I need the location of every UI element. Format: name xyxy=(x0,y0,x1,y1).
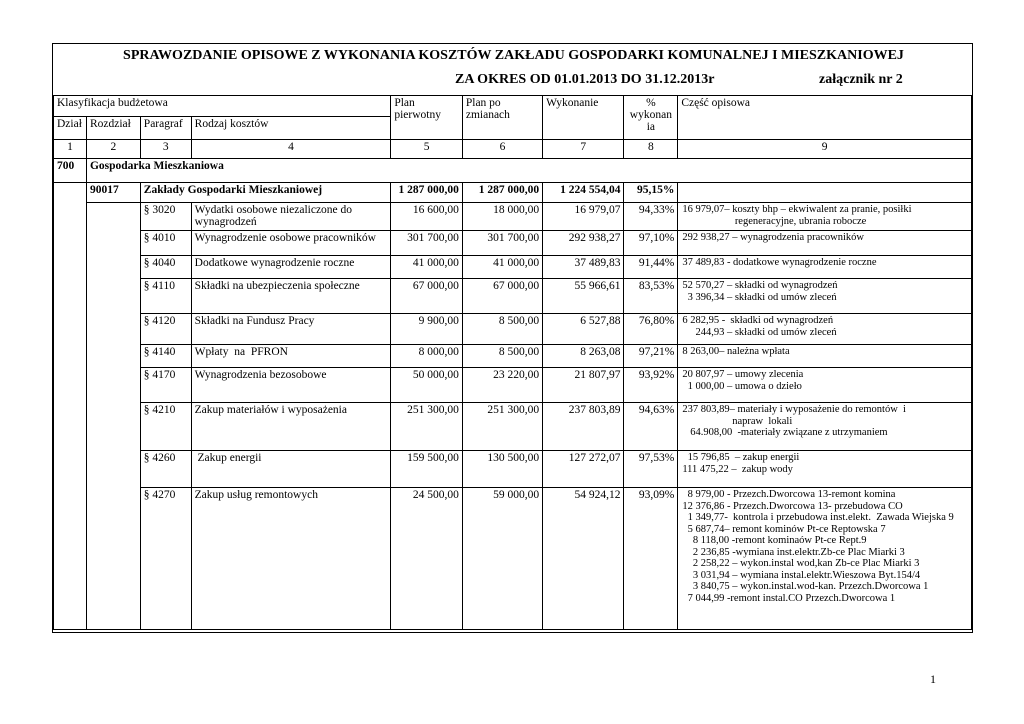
row-plan: 9 900,00 xyxy=(391,314,463,345)
row-rodzaj: Zakup usług remontowych xyxy=(191,488,391,630)
row-rodzaj: Zakup energii xyxy=(191,451,391,488)
table-row xyxy=(54,231,972,256)
row-wyk: 55 966,61 xyxy=(543,279,624,314)
row-rodzaj: Składki na Fundusz Pracy xyxy=(191,314,391,345)
row-rodzaj: Zakup materiałów i wyposażenia xyxy=(191,403,391,451)
dzial-header: Dział xyxy=(54,117,87,140)
row-plan: 251 300,00 xyxy=(391,403,463,451)
row-wyk: 54 924,12 xyxy=(543,488,624,630)
row-rodzaj: Składki na ubezpieczenia społeczne xyxy=(191,279,391,314)
row-plan: 159 500,00 xyxy=(391,451,463,488)
plan-po-zmianach-header: Plan po zmianach xyxy=(462,96,542,140)
row-rodzaj: Wydatki osobowe niezaliczone do wynagrodzeń xyxy=(191,203,391,231)
table-row xyxy=(54,368,972,403)
row-wyk: 237 803,89 xyxy=(543,403,624,451)
row-opis: 6 282,95 - składki od wynagrodzeń 244,93 – składki od umów zleceń xyxy=(678,314,972,345)
report-period: ZA OKRES OD 01.01.2013 DO 31.12.2013r xyxy=(455,72,715,87)
row-plan-zm: 301 700,00 xyxy=(462,231,542,256)
cost-table xyxy=(53,95,972,630)
rozdzial-header: Rozdział xyxy=(86,117,140,140)
section-dzial: 700 xyxy=(54,159,87,183)
subsection-plan: 1 287 000,00 xyxy=(391,183,463,203)
row-plan-zm: 59 000,00 xyxy=(462,488,542,630)
row-plan-zm: 67 000,00 xyxy=(462,279,542,314)
row-proc: 93,92% xyxy=(624,368,678,403)
row-opis: 37 489,83 - dodatkowe wynagrodzenie roczne xyxy=(678,256,972,279)
row-opis: 292 938,27 – wynagrodzenia pracowników xyxy=(678,231,972,256)
row-proc: 97,10% xyxy=(624,231,678,256)
row-wyk: 37 489,83 xyxy=(543,256,624,279)
row-paragraf: § 4110 xyxy=(140,279,191,314)
row-plan-zm: 251 300,00 xyxy=(462,403,542,451)
table-row xyxy=(54,314,972,345)
section-row xyxy=(54,159,972,183)
table-row xyxy=(54,345,972,368)
row-paragraf: § 4170 xyxy=(140,368,191,403)
row-plan: 8 000,00 xyxy=(391,345,463,368)
column-numbers-row xyxy=(54,140,972,159)
row-paragraf: § 4140 xyxy=(140,345,191,368)
row-wyk: 21 807,97 xyxy=(543,368,624,403)
subsection-proc: 95,15% xyxy=(624,183,678,203)
row-rodzaj: Wynagrodzenie osobowe pracowników xyxy=(191,231,391,256)
table-row xyxy=(54,403,972,451)
row-paragraf: § 4270 xyxy=(140,488,191,630)
row-plan-zm: 8 500,00 xyxy=(462,314,542,345)
row-plan-zm: 8 500,00 xyxy=(462,345,542,368)
row-plan: 301 700,00 xyxy=(391,231,463,256)
subsection-rozdzial: 90017 xyxy=(86,183,140,203)
subsection-plan-zm: 1 287 000,00 xyxy=(462,183,542,203)
row-paragraf: § 4260 xyxy=(140,451,191,488)
row-paragraf: § 4210 xyxy=(140,403,191,451)
classification-header: Klasyfikacja budżetowa xyxy=(54,96,391,117)
subsection-wyk: 1 224 554,04 xyxy=(543,183,624,203)
row-rodzaj: Wynagrodzenia bezosobowe xyxy=(191,368,391,403)
row-opis: 8 979,00 - Przezch.Dworcowa 13-remont komina 12 376,86 - Przezch.Dworcowa 13- przebudowa CO 1 349,77- kontrola i przebudowa inst.elekt. Zawada Wiejska 9 5 687,74– remont kominów Pt-ce Reptowska 7 8 118,00 -remont kominaów Pt-ce Rept.9 2 236,85 -wymiana inst.elektr.Zb-ce Plac Miarki 3 2 258,22 – wykon.instal wod,kan Zb-ce Plac Miarki 3 3 031,94 – wymiana instal.elektr.Wieszowa Byt.154/4 3 840,75 – wykon.instal.wod-kan. Przezch.Dworcowa 1 7 044,99 -remont instal.CO Przezch.Dworcowa 1 xyxy=(678,488,972,630)
col-number: 1 xyxy=(54,140,87,159)
row-proc: 91,44% xyxy=(624,256,678,279)
row-plan: 67 000,00 xyxy=(391,279,463,314)
row-opis: 52 570,27 – składki od wynagrodzeń 3 396,34 – składki od umów zleceń xyxy=(678,279,972,314)
row-paragraf: § 4120 xyxy=(140,314,191,345)
row-plan: 24 500,00 xyxy=(391,488,463,630)
col-number: 9 xyxy=(678,140,972,159)
report-title: SPRAWOZDANIE OPISOWE Z WYKONANIA KOSZTÓW ZAKŁADU GOSPODARKI KOMUNALNEJ I MIESZKANIOWEJ xyxy=(123,48,904,63)
row-proc: 97,53% xyxy=(624,451,678,488)
row-proc: 83,53% xyxy=(624,279,678,314)
row-rodzaj: Wpłaty na PFRON xyxy=(191,345,391,368)
opis-header: Część opisowa xyxy=(678,96,972,140)
row-proc: 93,09% xyxy=(624,488,678,630)
subsection-name: Zakłady Gospodarki Mieszkaniowej xyxy=(140,183,391,203)
row-opis: 15 796,85 – zakup energii 111 475,22 – zakup wody xyxy=(678,451,972,488)
row-paragraf: § 4040 xyxy=(140,256,191,279)
row-opis: 8 263,00– należna wpłata xyxy=(678,345,972,368)
procent-header: % wykonan ia xyxy=(624,96,678,140)
row-plan-zm: 23 220,00 xyxy=(462,368,542,403)
subsection-row xyxy=(54,183,972,203)
table-row xyxy=(54,203,972,231)
col-number: 4 xyxy=(191,140,391,159)
table-row xyxy=(54,279,972,314)
table-row xyxy=(54,451,972,488)
col-number: 8 xyxy=(624,140,678,159)
row-paragraf: § 3020 xyxy=(140,203,191,231)
col-number: 2 xyxy=(86,140,140,159)
row-opis: 20 807,97 – umowy zlecenia 1 000,00 – umowa o dzieło xyxy=(678,368,972,403)
table-row xyxy=(54,256,972,279)
row-plan: 16 600,00 xyxy=(391,203,463,231)
rodzaj-header: Rodzaj kosztów xyxy=(191,117,391,140)
report-page xyxy=(52,43,973,633)
col-number: 6 xyxy=(462,140,542,159)
row-wyk: 292 938,27 xyxy=(543,231,624,256)
paragraf-header: Paragraf xyxy=(140,117,191,140)
row-paragraf: § 4010 xyxy=(140,231,191,256)
row-wyk: 16 979,07 xyxy=(543,203,624,231)
col-number: 5 xyxy=(391,140,463,159)
row-plan: 50 000,00 xyxy=(391,368,463,403)
row-proc: 94,33% xyxy=(624,203,678,231)
col-number: 3 xyxy=(140,140,191,159)
row-proc: 94,63% xyxy=(624,403,678,451)
row-proc: 97,21% xyxy=(624,345,678,368)
row-opis: 16 979,07– koszty bhp – ekwiwalent za pranie, posiłki regeneracyjne, ubrania robocze xyxy=(678,203,972,231)
row-opis: 237 803,89– materiały i wyposażenie do remontów i napraw lokali 64.908,00 -materiały związane z utrzymaniem xyxy=(678,403,972,451)
col-number: 7 xyxy=(543,140,624,159)
row-plan-zm: 41 000,00 xyxy=(462,256,542,279)
row-wyk: 8 263,08 xyxy=(543,345,624,368)
page-number: 1 xyxy=(930,672,936,686)
annex-label: załącznik nr 2 xyxy=(819,72,903,87)
row-wyk: 6 527,88 xyxy=(543,314,624,345)
plan-pierwotny-header: Plan pierwotny xyxy=(391,96,463,140)
row-plan: 41 000,00 xyxy=(391,256,463,279)
row-proc: 76,80% xyxy=(624,314,678,345)
row-plan-zm: 130 500,00 xyxy=(462,451,542,488)
header-row-1 xyxy=(54,96,972,117)
section-name: Gospodarka Mieszkaniowa xyxy=(86,159,542,183)
wykonanie-header: Wykonanie xyxy=(543,96,624,140)
table-row xyxy=(54,488,972,630)
row-wyk: 127 272,07 xyxy=(543,451,624,488)
row-plan-zm: 18 000,00 xyxy=(462,203,542,231)
row-rodzaj: Dodatkowe wynagrodzenie roczne xyxy=(191,256,391,279)
